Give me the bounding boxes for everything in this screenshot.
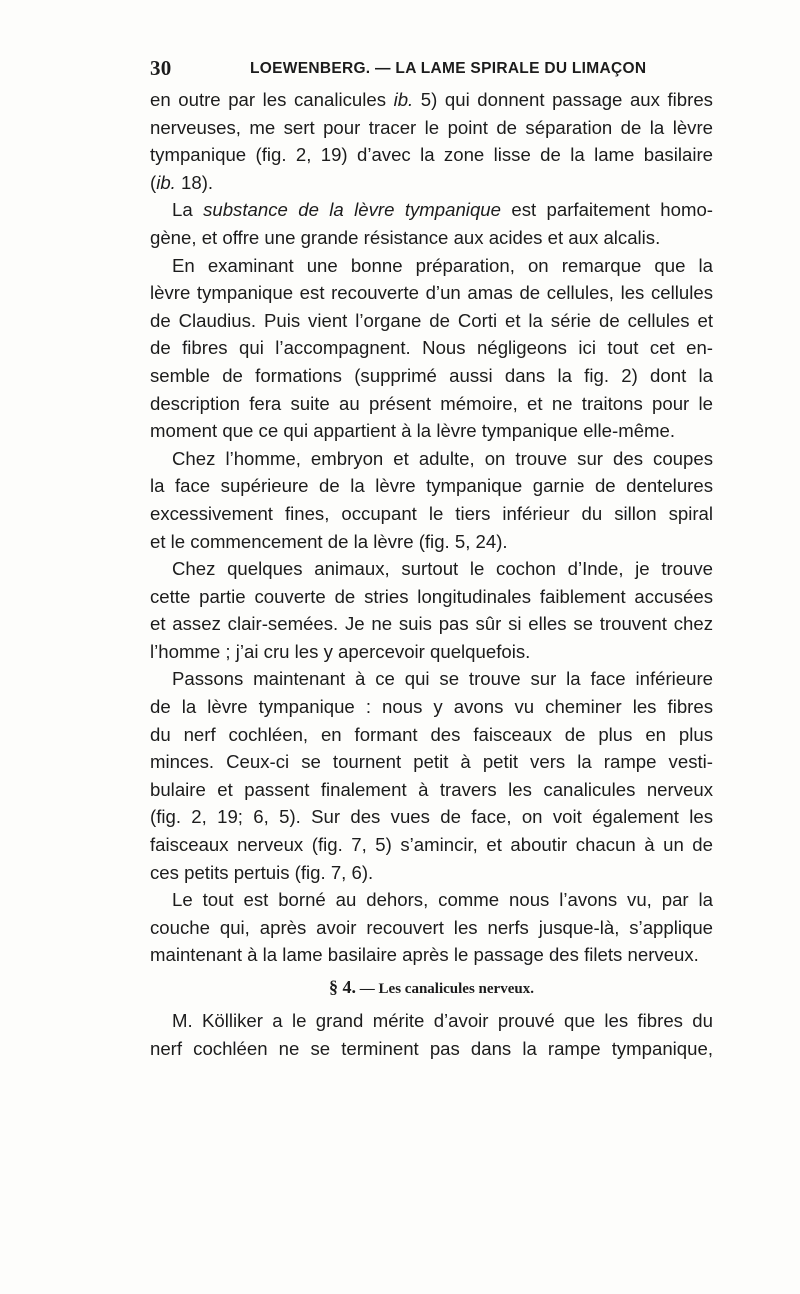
text-run: et assez clair-semées. Je ne suis pas sûr si elles se trouvent chez bbox=[150, 613, 713, 635]
text-line bbox=[150, 279, 713, 307]
text-line bbox=[150, 859, 713, 887]
text-line bbox=[150, 224, 713, 252]
text-run: Passons maintenant à ce qui se trouve sur la face inférieure bbox=[172, 668, 713, 690]
text-run: M. Kölliker a le grand mérite d’avoir prouvé que les fibres du bbox=[172, 1010, 713, 1031]
text-line bbox=[150, 721, 713, 749]
text-run: maintenant à la lame basilaire après le passage des filets nerveux. bbox=[150, 944, 699, 966]
text-run: 18). bbox=[175, 171, 214, 193]
body-text bbox=[150, 86, 713, 1062]
text-line bbox=[150, 665, 713, 693]
text-line bbox=[150, 610, 713, 638]
section-title: Les canalicules nerveux. bbox=[378, 981, 534, 997]
text-run: et le commencement de la lèvre (fig. 5, 24). bbox=[150, 530, 508, 552]
text-line bbox=[150, 748, 713, 776]
text-run: du nerf cochléen, en formant des faisceaux de plus en plus bbox=[150, 723, 713, 745]
text-line bbox=[150, 169, 713, 197]
text-run: nerf cochléen ne se terminent pas dans la rampe tympanique, bbox=[150, 1037, 713, 1059]
text-line bbox=[150, 803, 713, 831]
text-line bbox=[150, 583, 713, 611]
text-run: moment que ce qui appartient à la lèvre tympanique elle-même. bbox=[150, 420, 676, 442]
text-run: de Claudius. Puis vient l’organe de Corti et la série de cellules et bbox=[150, 309, 713, 331]
text-run: est parfaitement homo- bbox=[500, 199, 713, 221]
text-run: Chez l’homme, embryon et adulte, on trouve sur des coupes bbox=[172, 447, 713, 469]
text-run: bulaire et passent finalement à travers les canalicules nerveux bbox=[150, 778, 713, 800]
text-run: gène, et offre une grande résistance aux acides et aux alcalis. bbox=[150, 226, 661, 248]
text-run: semble de formations (supprimé aussi dans la fig. 2) dont la bbox=[150, 364, 713, 386]
text-run: La bbox=[172, 199, 204, 221]
text-run: ces petits pertuis (fig. 7, 6). bbox=[150, 861, 374, 883]
text-line bbox=[150, 555, 713, 583]
text-line bbox=[150, 252, 713, 280]
section-heading bbox=[150, 969, 713, 1001]
text-run: la face supérieure de la lèvre tympanique garnie de dentelures bbox=[150, 475, 713, 497]
text-line bbox=[150, 390, 713, 418]
text-run: en outre par les canalicules bbox=[150, 89, 394, 110]
text-run: description fera suite au présent mémoire, et ne traitons pour le bbox=[150, 392, 713, 414]
text-run: couche qui, après avoir recouvert les nerfs jusque-là, s’applique bbox=[150, 916, 713, 938]
text-line bbox=[150, 445, 713, 473]
text-run: cette partie couverte de stries longitudinales faiblement accusées bbox=[150, 585, 713, 607]
text-run: de la lèvre tympanique : nous y avons vu cheminer les fibres bbox=[150, 696, 713, 718]
text-line bbox=[150, 941, 713, 969]
text-run: Le tout est borné au dehors, comme nous l’avons vu, par la bbox=[172, 889, 713, 911]
text-line bbox=[150, 114, 713, 142]
running-title: LOEWENBERG. — LA LAME SPIRALE DU LIMAÇON bbox=[250, 60, 647, 77]
text-line bbox=[150, 500, 713, 528]
text-line bbox=[150, 638, 713, 666]
text-line bbox=[150, 86, 713, 114]
text-line bbox=[150, 693, 713, 721]
text-line bbox=[150, 1007, 713, 1035]
text-run: excessivement fines, occupant le tiers inférieur du sillon spiral bbox=[150, 502, 713, 524]
text-line bbox=[150, 528, 713, 556]
page-number: 30 bbox=[150, 56, 172, 80]
text-line bbox=[150, 472, 713, 500]
text-line bbox=[150, 362, 713, 390]
running-head bbox=[150, 56, 710, 84]
text-run: l’homme ; j’ai cru les y apercevoir quelquefois. bbox=[150, 640, 531, 662]
section-dash: — bbox=[356, 981, 379, 997]
text-line bbox=[150, 914, 713, 942]
text-run: de fibres qui l’accompagnent. Nous négligeons ici tout cet en- bbox=[150, 337, 713, 359]
text-run: tympanique (fig. 2, 19) d’avec la zone lisse de la lame basilaire bbox=[150, 144, 713, 166]
text-line bbox=[150, 417, 713, 445]
text-run: (fig. 2, 19; 6, 5). Sur des vues de face, on voit également les bbox=[150, 806, 713, 828]
italic-run: substance de la lèvre tympanique bbox=[203, 199, 501, 221]
text-run: faisceaux nerveux (fig. 7, 5) s’amincir, et aboutir chacun à un de bbox=[150, 834, 713, 856]
section-number: § 4. bbox=[329, 977, 357, 997]
text-line bbox=[150, 141, 713, 169]
text-line bbox=[150, 196, 713, 224]
text-line bbox=[150, 1035, 713, 1063]
italic-run: ib. bbox=[156, 171, 176, 193]
text-run: lèvre tympanique est recouverte d’un amas de cellules, les cellules bbox=[150, 282, 713, 304]
text-line bbox=[150, 334, 713, 362]
text-line bbox=[150, 776, 713, 804]
text-run: minces. Ceux-ci se tournent petit à petit vers la rampe vesti- bbox=[150, 751, 713, 773]
text-line bbox=[150, 307, 713, 335]
text-run: 5) qui donnent passage aux fibres bbox=[413, 89, 713, 110]
text-run: En examinant une bonne préparation, on remarque que la bbox=[172, 254, 713, 276]
text-run: Chez quelques animaux, surtout le cochon d’Inde, je trouve bbox=[172, 558, 713, 580]
text-run: ( bbox=[150, 171, 157, 193]
text-line bbox=[150, 886, 713, 914]
text-line bbox=[150, 831, 713, 859]
text-run: nerveuses, me sert pour tracer le point de séparation de la lèvre bbox=[150, 116, 713, 138]
italic-run: ib. bbox=[393, 89, 414, 110]
